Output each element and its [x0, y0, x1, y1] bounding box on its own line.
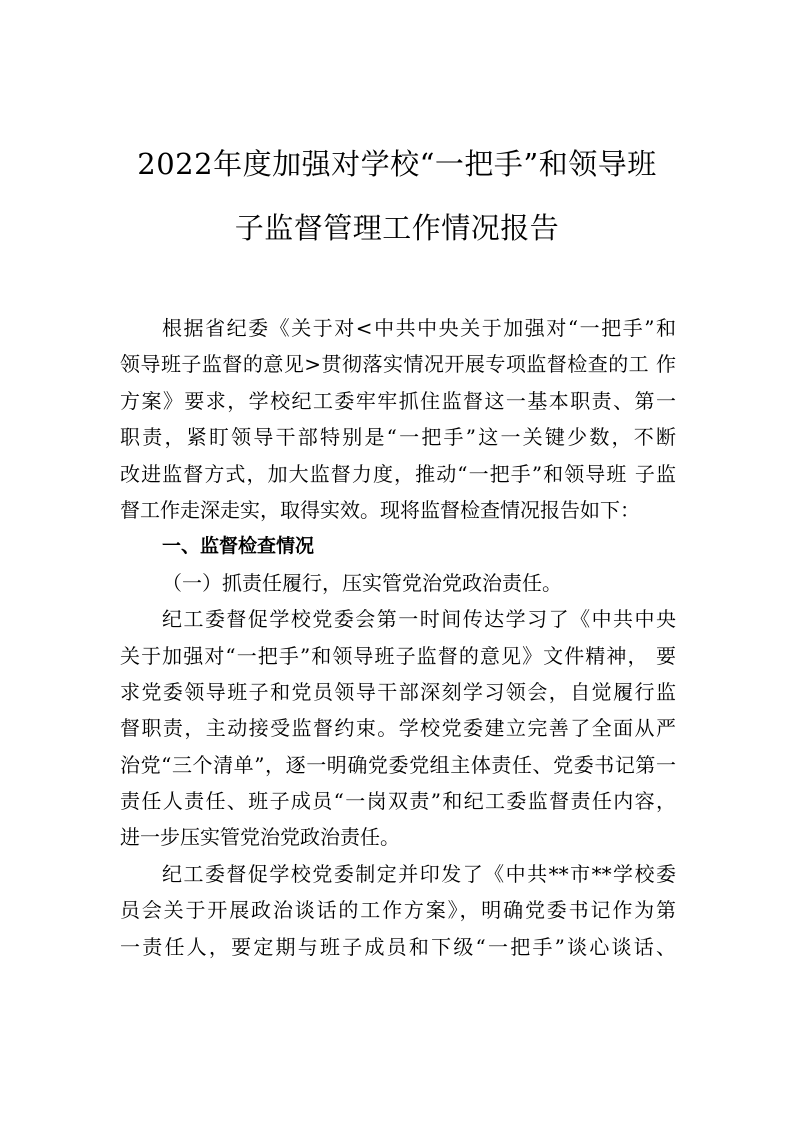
paragraph-2-line-1: 纪工委督促学校党委会第一时间传达学习了《中共中央 — [162, 607, 676, 632]
document-title-line-2: 子监督管理工作情况报告 — [234, 211, 560, 245]
paragraph-1-line-4: 职责，紧盯领导干部特别是“一把手”这一关键少数，不断 — [120, 425, 676, 450]
paragraph-1-line-1: 根据省纪委《关于对<中共中央关于加强对“一把手”和 — [162, 316, 676, 340]
paragraph-2-line-6: 责任人责任、班子成员“一岗双责”和纪工委监督责任内容， — [120, 789, 676, 814]
subsection-heading-1: （一）抓责任履行，压实管党治党政治责任。 — [162, 570, 562, 595]
paragraph-3-line-3: 一责任人，要定期与班子成员和下级“一把手”谈心谈话、 — [120, 934, 676, 959]
document-body — [120, 310, 676, 965]
paragraph-3-line-2: 员会关于开展政治谈话的工作方案》，明确党委书记作为第 — [120, 898, 676, 923]
paragraph-1-line-5: 改进监督方式，加大监督力度，推动“一把手”和领导班 子监 — [120, 461, 676, 486]
paragraph-2-line-2: 关于加强对“一把手”和领导班子监督的意见》文件精神， 要 — [120, 643, 676, 668]
section-heading-1: 一、监督检查情况 — [162, 535, 315, 558]
paragraph-3-line-1: 纪工委督促学校党委制定并印发了《中共**市**学校委 — [162, 861, 676, 886]
paragraph-2-line-5: 治党“三个清单”，逐一明确党委党组主体责任、党委书记第一 — [120, 752, 676, 777]
paragraph-2-line-7: 进一步压实管党治党政治责任。 — [120, 825, 400, 850]
document-title-line-1: 2022年度加强对学校“一把手”和领导班 — [137, 147, 657, 181]
paragraph-2-line-4: 督职责，主动接受监督约束。学校党委建立完善了全面从严 — [120, 716, 676, 741]
paragraph-1-line-2: 领导班子监督的意见>贯彻落实情况开展专项监督检查的工 作 — [120, 352, 676, 377]
paragraph-2-line-3: 求党委领导班子和党员领导干部深刻学习领会，自觉履行监 — [120, 679, 676, 704]
paragraph-1-line-6: 督工作走深走实，取得实效。现将监督检查情况报告如下： — [120, 497, 640, 522]
paragraph-1-line-3: 方案》要求，学校纪工委牢牢抓住监督这一基本职责、第一 — [120, 388, 676, 413]
